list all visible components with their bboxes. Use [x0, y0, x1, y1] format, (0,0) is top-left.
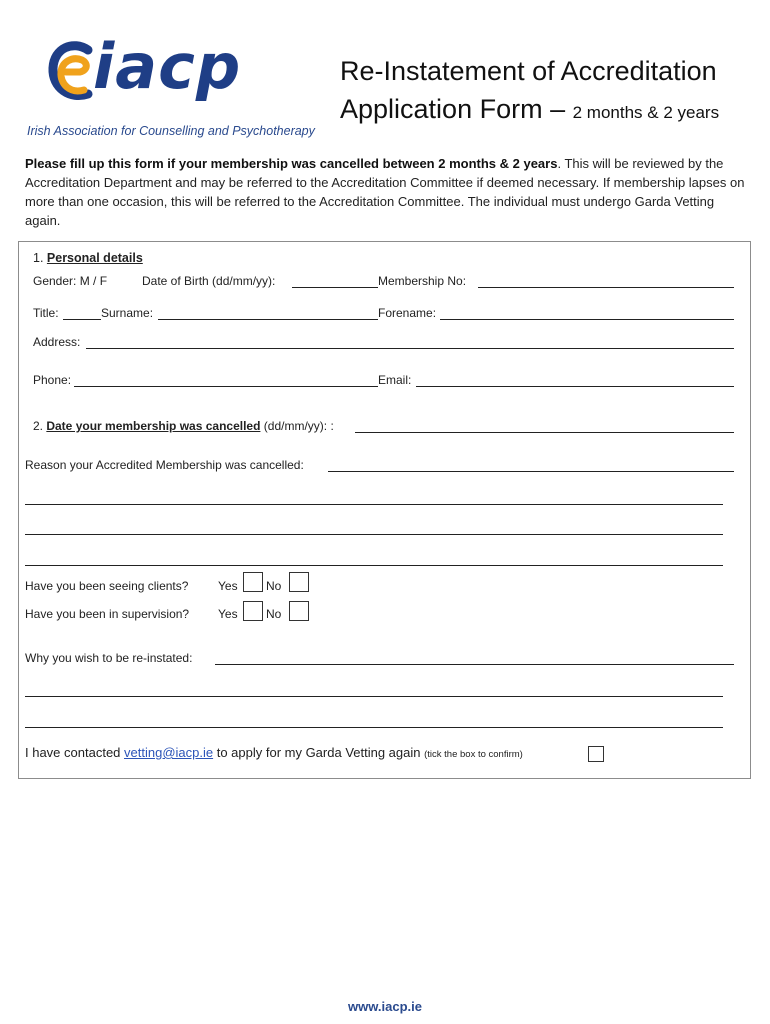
- clients-question: Have you been seeing clients?: [25, 579, 189, 593]
- logo-text: iacp: [93, 30, 242, 103]
- vetting-confirm-checkbox[interactable]: [588, 746, 604, 762]
- reason-label: Reason your Accredited Membership was cancelled:: [25, 458, 304, 472]
- forename-field[interactable]: [440, 319, 734, 320]
- footer-url[interactable]: www.iacp.ie: [348, 999, 422, 1014]
- membership-field[interactable]: [478, 287, 734, 288]
- form-box: [18, 241, 751, 779]
- reason-field-3[interactable]: [25, 534, 723, 535]
- vetting-note: (tick the box to confirm): [424, 749, 523, 760]
- email-label: Email:: [378, 373, 412, 387]
- section2-number: 2.: [33, 419, 47, 433]
- dob-field[interactable]: [292, 287, 378, 288]
- intro-rest: . This will be reviewed by the Accreditation Department and may be referred to the Accreditation Committee if deemed necessary. If membership lapses on more than one occasion, this will be referred to the Accreditation Committee. The individual must undergo Garda Vetting again.: [25, 156, 745, 228]
- logo: [48, 36, 98, 116]
- vetting-email-link[interactable]: vetting@iacp.ie: [124, 745, 214, 760]
- vetting-prefix: I have contacted: [25, 745, 125, 760]
- cancel-date-field[interactable]: [355, 432, 734, 433]
- clients-yes-checkbox[interactable]: [243, 572, 263, 592]
- form-title-line1: Re-Instatement of Accreditation: [340, 56, 717, 86]
- phone-label: Phone:: [33, 373, 72, 387]
- form-title-suffix: 2 months & 2 years: [572, 103, 720, 122]
- why-field-1[interactable]: [215, 664, 734, 665]
- form-title-main: Application Form –: [340, 94, 566, 124]
- gender-label: Gender: M / F: [33, 274, 108, 288]
- logo-mark-icon: [48, 36, 98, 116]
- email-field[interactable]: [416, 386, 734, 387]
- why-label: Why you wish to be re-instated:: [25, 651, 193, 665]
- vetting-suffix: to apply for my Garda Vetting again: [213, 745, 425, 760]
- title-label: Title:: [33, 306, 59, 320]
- forename-label: Forename:: [378, 306, 437, 320]
- phone-field[interactable]: [74, 386, 378, 387]
- reason-field-2[interactable]: [25, 504, 723, 505]
- intro-paragraph: [25, 154, 750, 230]
- supervision-yes-checkbox[interactable]: [243, 601, 263, 621]
- membership-label: Membership No:: [378, 274, 467, 288]
- tagline: Irish Association for Counselling and Psychotherapy: [27, 124, 315, 138]
- supervision-no-checkbox[interactable]: [289, 601, 309, 621]
- why-field-2[interactable]: [25, 696, 723, 697]
- clients-yes-label: Yes: [218, 579, 238, 593]
- surname-label: Surname:: [101, 306, 154, 320]
- address-field[interactable]: [86, 348, 734, 349]
- section1-heading: [33, 251, 143, 265]
- reason-field-1[interactable]: [328, 471, 734, 472]
- form-title-line2: [340, 94, 719, 125]
- address-label: Address:: [33, 335, 81, 349]
- section2-heading: [33, 419, 334, 433]
- vetting-statement: [25, 745, 523, 760]
- surname-field[interactable]: [158, 319, 378, 320]
- dob-label: Date of Birth (dd/mm/yy):: [142, 274, 276, 288]
- why-field-3[interactable]: [25, 727, 723, 728]
- intro-bold: Please fill up this form if your membership was cancelled between 2 months & 2 years: [25, 156, 558, 171]
- section2-format: (dd/mm/yy): :: [260, 419, 334, 433]
- supervision-no-label: No: [266, 607, 282, 621]
- section1-number: 1.: [33, 251, 47, 265]
- supervision-question: Have you been in supervision?: [25, 607, 190, 621]
- title-field[interactable]: [63, 319, 101, 320]
- supervision-yes-label: Yes: [218, 607, 238, 621]
- reason-field-4[interactable]: [25, 565, 723, 566]
- clients-no-label: No: [266, 579, 282, 593]
- clients-no-checkbox[interactable]: [289, 572, 309, 592]
- section2-title: Date your membership was cancelled: [46, 419, 261, 433]
- section1-title: Personal details: [46, 251, 143, 265]
